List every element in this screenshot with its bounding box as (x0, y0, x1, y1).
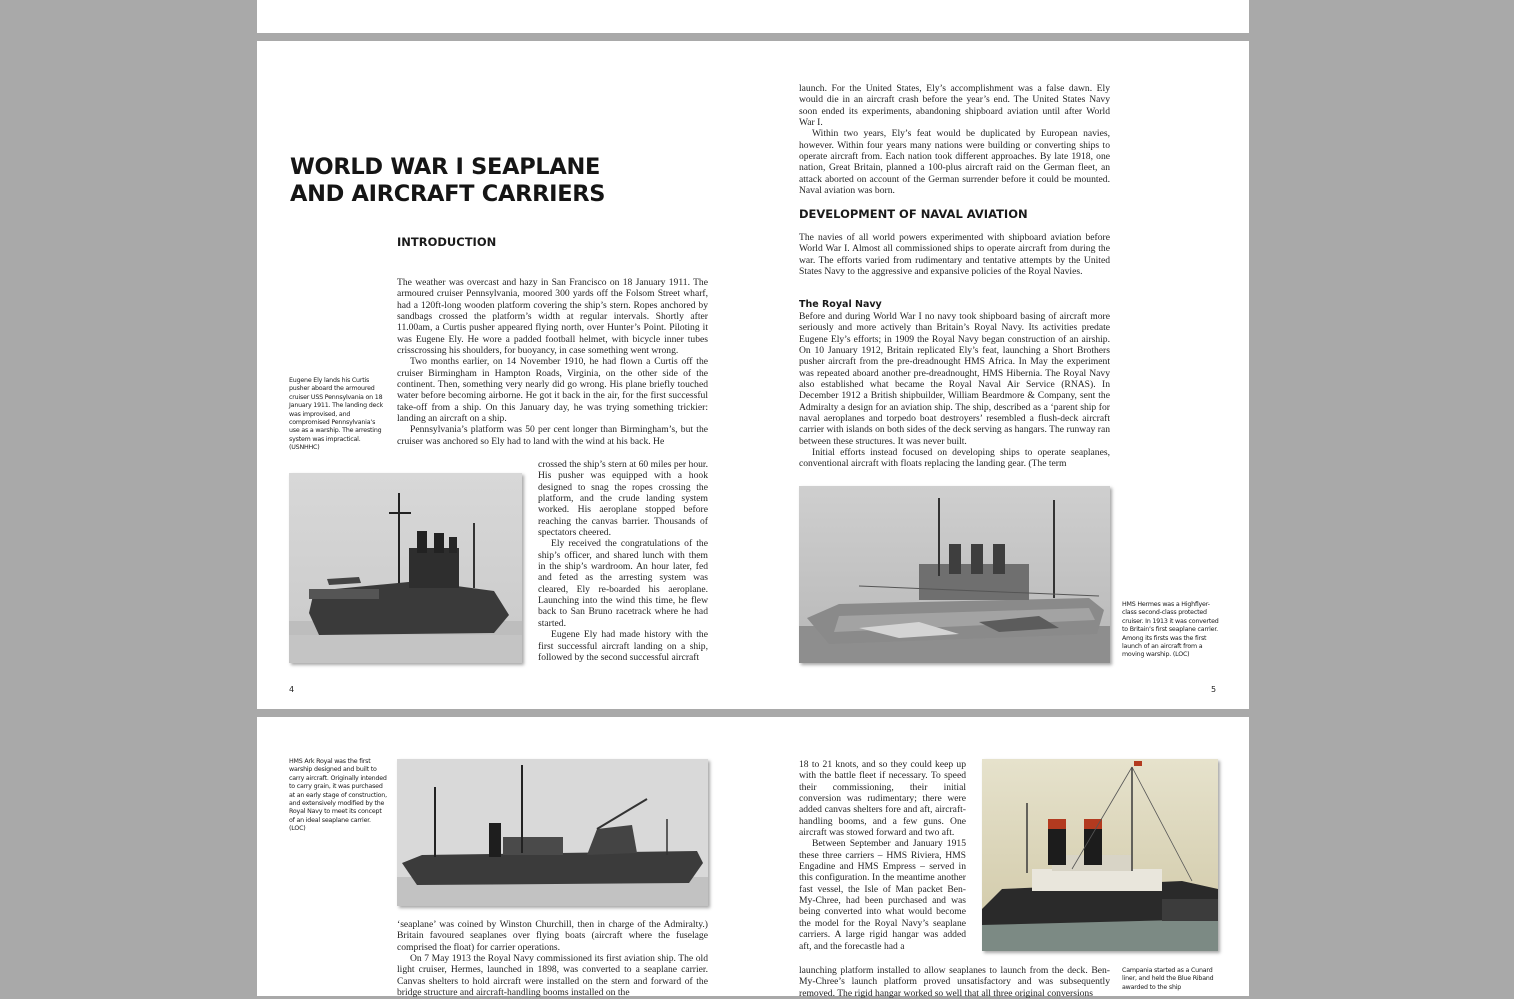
paragraph: Between September and January 1915 these three carriers – HMS Riviera, HMS Engadine and HMS Empress – served in this configuration. In the meantime another fast vessel, the Isle of Man packet Ben-My-Chree, had been purchased and was being converted into what would become the model for the Royal Navy’s seaplane carriers. A large rigid hangar was added aft, and the forecastle had a (799, 838, 966, 952)
paragraph: launching platform installed to allow seaplanes to launch from the deck. Ben-My-Chree’s launch platform proved unsatisfactory and was subsequently removed. The rigid hangar worked so well that all three original conversions (799, 965, 1110, 999)
ship-photo-image (799, 486, 1110, 663)
ship-photo-image (289, 473, 522, 663)
previous-page (257, 0, 1249, 33)
intro-text-wide (397, 277, 708, 453)
paragraph: Eugene Ely had made history with the first successful aircraft landing on a ship, followed by the second successful aircraft (538, 629, 708, 663)
chapter-title: WORLD WAR I SEAPLANE AND AIRCRAFT CARRIERS (290, 154, 606, 207)
right-text-narrow (799, 759, 966, 971)
subheading-royal-navy: The Royal Navy (799, 299, 882, 310)
ship-photo-image (982, 759, 1218, 951)
right-text-rn (799, 311, 1110, 471)
page-number-right: 5 (1211, 685, 1217, 694)
paragraph: On 7 May 1913 the Royal Navy commissioned its first aviation ship. The old light cruiser, Hermes, launched in 1898, was converted to a seaplane carrier. Canvas shelters to hold aircraft were installed on the stern and forward of the bridge structure and aircraft-handling booms installed on the (397, 953, 708, 999)
photo-caption-pennsylvania: Eugene Ely lands his Curtis pusher aboard the armoured cruiser USS Pennsylvania on 18 January 1911. The landing deck was improvised, and compromised Pennsylvania’s use as a warship. The arresting system was impractical. (USNHHC) (289, 377, 383, 452)
right-text-top (799, 83, 1110, 197)
paragraph: Before and during World War I no navy took shipboard basing of aircraft more seriously and more actively than Britain’s Royal Navy. Its activities predate Eugene Ely’s efforts; in 1909 the Royal Navy began construction of an airship. On 10 January 1912, Britain replicated Ely’s feat, launching a Short Brothers pusher aircraft from the pre-dreadnought HMS Africa. In May the experiment was repeated aboard another pre-dreadnought, HMS Hibernia. The Royal Navy also established what became the Royal Naval Air Service (RNAS). In December 1912 a British shipbuilder, William Beardmore & Company, sent the Admiralty a design for an aviation ship. The ship, described as a ‘parent ship for naval aeroplanes and torpedo boat destroyers’ resembled a flush-deck aircraft carrier with islands on both sides of the deck serving as hangars. The runway ran between these structures. It was never built. (799, 311, 1110, 447)
paragraph: The navies of all world powers experimented with shipboard aviation before World War I. Almost all commissioned ships to operate aircraft from during the war. The efforts varied from rudimentary and tentative attempts by the United States Navy to the aggressive and expansive policies of the Royal Navies. (799, 232, 1110, 278)
right-text-dev (799, 232, 1110, 290)
paragraph: The weather was overcast and hazy in San Francisco on 18 January 1911. The armoured cruiser Pennsylvania, moored 300 yards off the Folsom Street wharf, had a 120ft-long wooden platform covering the ship’s stern. Ropes anchored by sandbags crossed the platform’s width at regular intervals. Shortly after 11.00am, a Curtis pusher appeared flying north, over Hunter’s Point. Piloting it was Eugene Ely. He wore a padded football helmet, with bicycle inner tubes crisscrossing his shoulders, for buoyancy, in case something went wrong. (397, 277, 708, 357)
photo-caption-hermes: HMS Hermes was a Highflyer-class second-class protected cruiser. In 1913 it was converted to Britain’s first seaplane carrier. Among its firsts was the first launch of an aircraft from a moving warship. (LOC) (1122, 601, 1219, 659)
left-text (397, 919, 708, 999)
paragraph: Pennsylvania’s platform was 50 per cent longer than Birmingham’s, but the cruiser was anchored so Ely had to land with the wind at his back. He (397, 424, 708, 447)
heading-introduction: INTRODUCTION (397, 235, 497, 249)
right-text-wide (799, 965, 1110, 999)
paragraph: Initial efforts instead focused on developing ships to operate seaplanes, conventional aircraft with floats replacing the landing gear. (The term (799, 447, 1110, 470)
heading-naval-aviation: DEVELOPMENT OF NAVAL AVIATION (799, 207, 1028, 221)
paragraph: launch. For the United States, Ely’s accomplishment was a false dawn. Ely would die in an aircraft crash before the year’s end. The United States Navy soon ended its experiments, abandoning shipboard aviation until after World War I. (799, 83, 1110, 129)
paragraph: Two months earlier, on 14 November 1910, he had flown a Curtis off the cruiser Birmingham in Hampton Roads, Virginia, on the other side of the continent. Then, something very nearly did go wrong. His plane briefly touched water before becoming airborne. He got it back in the air, for the first successful take-off from a ship. On this January day, he was trying something trickier: landing an aircraft on a ship. (397, 356, 708, 425)
paragraph: crossed the ship’s stern at 60 miles per hour. His pusher was equipped with a hook designed to snag the ropes crossing the platform, and the crude landing system worked. His aeroplane stopped before reaching the canvas barrier. Thousands of spectators cheered. (538, 459, 708, 539)
page-spread-6-7 (257, 717, 1249, 999)
paragraph: ‘seaplane’ was coined by Winston Churchill, then in charge of the Admiralty.) Britain favoured seaplanes over flying boats (aircraft where the fuselage comprised the float) for carrier operations. (397, 919, 708, 953)
paragraph: 18 to 21 knots, and so they could keep up with the battle fleet if necessary. To speed their commissioning, their initial conversion was rudimentary; there were added canvas shelters fore and aft, aircraft-handling booms, and a few guns. One aircraft was stowed forward and two aft. (799, 759, 966, 839)
paragraph: Ely received the congratulations of the ship’s officer, and shared lunch with them in the ship’s wardroom. An hour later, fed and feted as the arresting system was cleared, Ely re-boarded his aeroplane. Launching into the wind this time, he flew back to San Bruno racetrack where he had started. (538, 538, 708, 629)
photo-hms-ark-royal (397, 759, 708, 906)
ship-photo-image (397, 759, 708, 906)
photo-caption-ark-royal: HMS Ark Royal was the first warship designed and built to carry aircraft. Originally intended to carry grain, it was purchased at an early stage of construction, and extensively modified by the Royal Navy to meet its concept of an ideal seaplane carrier. (LOC) (289, 758, 387, 833)
photo-uss-pennsylvania (289, 473, 522, 663)
page-number-left: 4 (289, 685, 295, 694)
page-spread-4-5 (257, 41, 1249, 709)
photo-caption-campania: Campania started as a Cunard liner, and held the Blue Riband awarded to the ship (1122, 967, 1214, 991)
photo-hms-hermes (799, 486, 1110, 663)
paragraph: Within two years, Ely’s feat would be duplicated by European navies, however. Within four years many nations were building or converting ships to operate aircraft from. Each nation took different approaches. By late 1918, one nation, Great Britain, planned a 100-plus aircraft raid on the German fleet, an attack aborted on account of the German surrender before it could be mounted. Naval aviation was born. (799, 128, 1110, 197)
intro-text-narrow (538, 459, 708, 666)
photo-campania (982, 759, 1218, 951)
